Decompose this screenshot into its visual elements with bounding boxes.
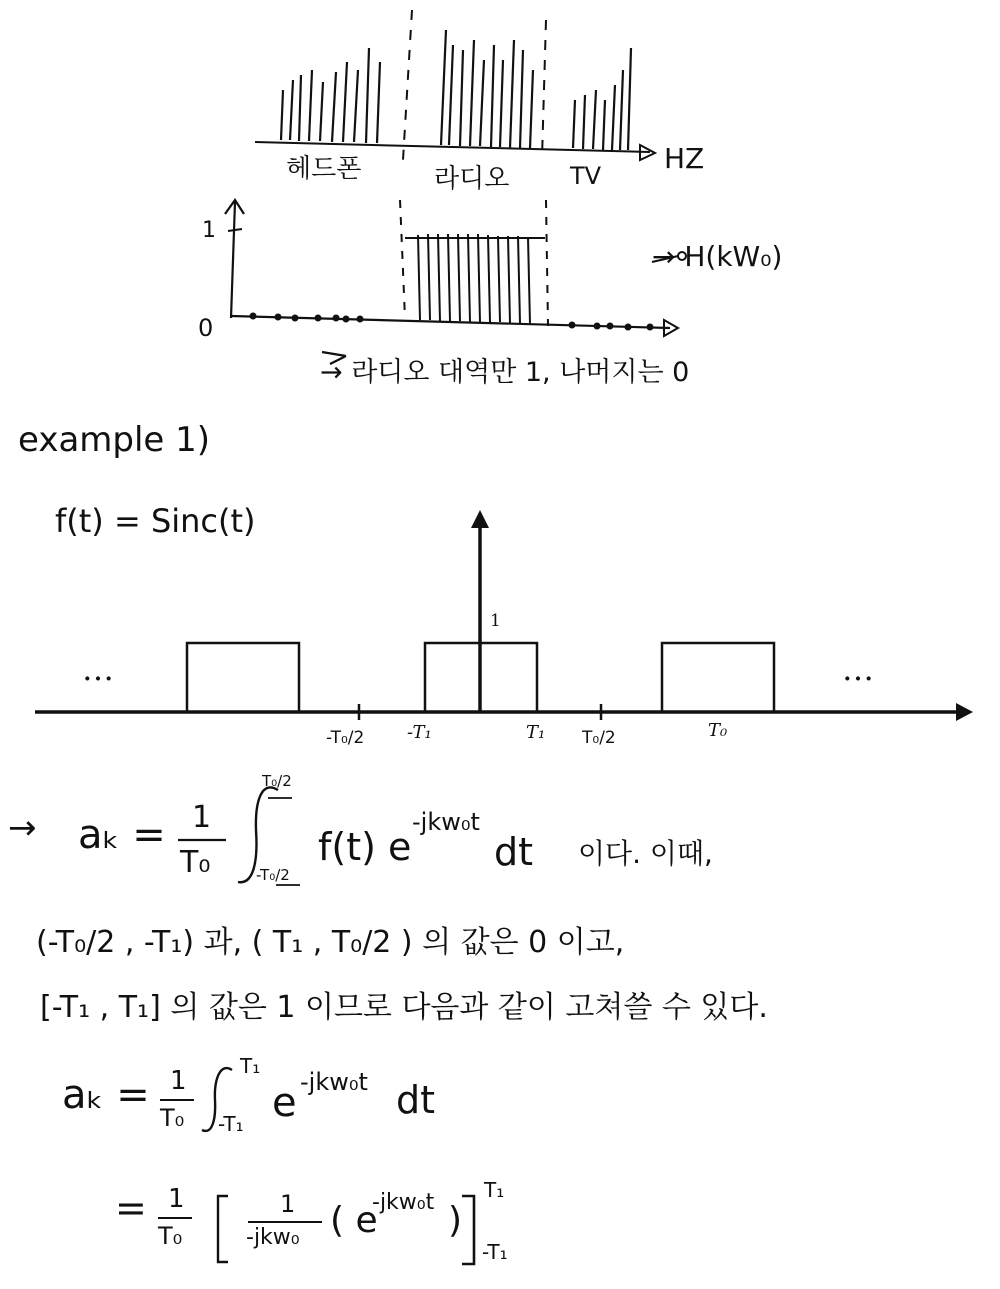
- axis-unit-hz: HZ: [664, 142, 705, 175]
- eq3-paren-close: ): [448, 1200, 463, 1241]
- eq1-upper-limit: T₀/2: [262, 772, 292, 790]
- eq3-exponent: -jkw₀t: [372, 1190, 435, 1215]
- text-line-2: (-T₀/2 , -T₁) 과, ( T₁ , T₀/2 ) 의 값은 0 이고,: [36, 925, 625, 960]
- eq2-integrand: e: [272, 1080, 297, 1126]
- filter-y-tick-0: 0: [198, 314, 214, 342]
- eq2-lower-limit: -T₁: [218, 1112, 244, 1136]
- eq2-fraction-denominator: T₀: [160, 1104, 185, 1132]
- eq1-dt: dt: [494, 830, 534, 874]
- band-label-radio: 라디오: [434, 164, 510, 194]
- ellipsis-left: …: [82, 650, 114, 688]
- band-label-headphone: 헤드폰: [286, 154, 362, 184]
- example-title: example 1): [18, 420, 211, 460]
- eq3-upper-limit: T₁: [484, 1178, 505, 1202]
- filter-note: → 라디오 대역만 1, 나머지는 0: [320, 357, 690, 388]
- tick-label-t1: T₁: [526, 722, 546, 743]
- eq3-equals: =: [115, 1186, 147, 1230]
- eq2-exponent: -jkw₀t: [300, 1068, 368, 1096]
- eq1-fraction-denominator: T₀: [180, 845, 211, 880]
- eq3-inner-numerator: 1: [280, 1190, 296, 1218]
- eq3-inner-denominator: -jkw₀: [246, 1225, 300, 1250]
- tick-label-neg-t1: -T₁: [407, 722, 432, 743]
- eq3-fraction-denominator: T₀: [158, 1222, 183, 1250]
- band-label-tv: TV: [570, 162, 602, 190]
- function-definition: f(t) = Sinc(t): [55, 502, 256, 540]
- tick-label-neg-t0-half: -T₀/2: [326, 728, 365, 748]
- eq2-fraction-numerator: 1: [170, 1066, 187, 1096]
- eq1-prefix-arrow: →: [8, 808, 37, 848]
- eq1-fraction-numerator: 1: [192, 800, 212, 835]
- eq1-tail: 이다. 이때,: [578, 837, 713, 870]
- ellipsis-right: …: [842, 650, 874, 688]
- filter-label: → H(kW₀): [652, 240, 783, 273]
- eq3-fraction-numerator: 1: [168, 1184, 185, 1214]
- peak-label: 1: [490, 611, 501, 631]
- tick-label-t0: T₀: [708, 720, 728, 741]
- eq2-upper-limit: T₁: [240, 1054, 261, 1078]
- eq1-lhs: aₖ =: [78, 812, 166, 858]
- eq3-paren-open: ( e: [330, 1200, 378, 1241]
- eq2-lhs: aₖ =: [62, 1072, 150, 1118]
- eq3-lower-limit: -T₁: [482, 1240, 508, 1264]
- tick-label-t0-half: T₀/2: [582, 728, 616, 748]
- filter-y-tick-1: 1: [202, 218, 216, 243]
- eq1-lower-limit: -T₀/2: [256, 866, 290, 884]
- eq1-exponent: -jkw₀t: [412, 808, 480, 836]
- text-line-3: [-T₁ , T₁] 의 값은 1 이므로 다음과 같이 고쳐쓸 수 있다.: [40, 990, 768, 1025]
- eq2-dt: dt: [396, 1078, 436, 1122]
- eq1-integrand: f(t) e: [318, 825, 412, 869]
